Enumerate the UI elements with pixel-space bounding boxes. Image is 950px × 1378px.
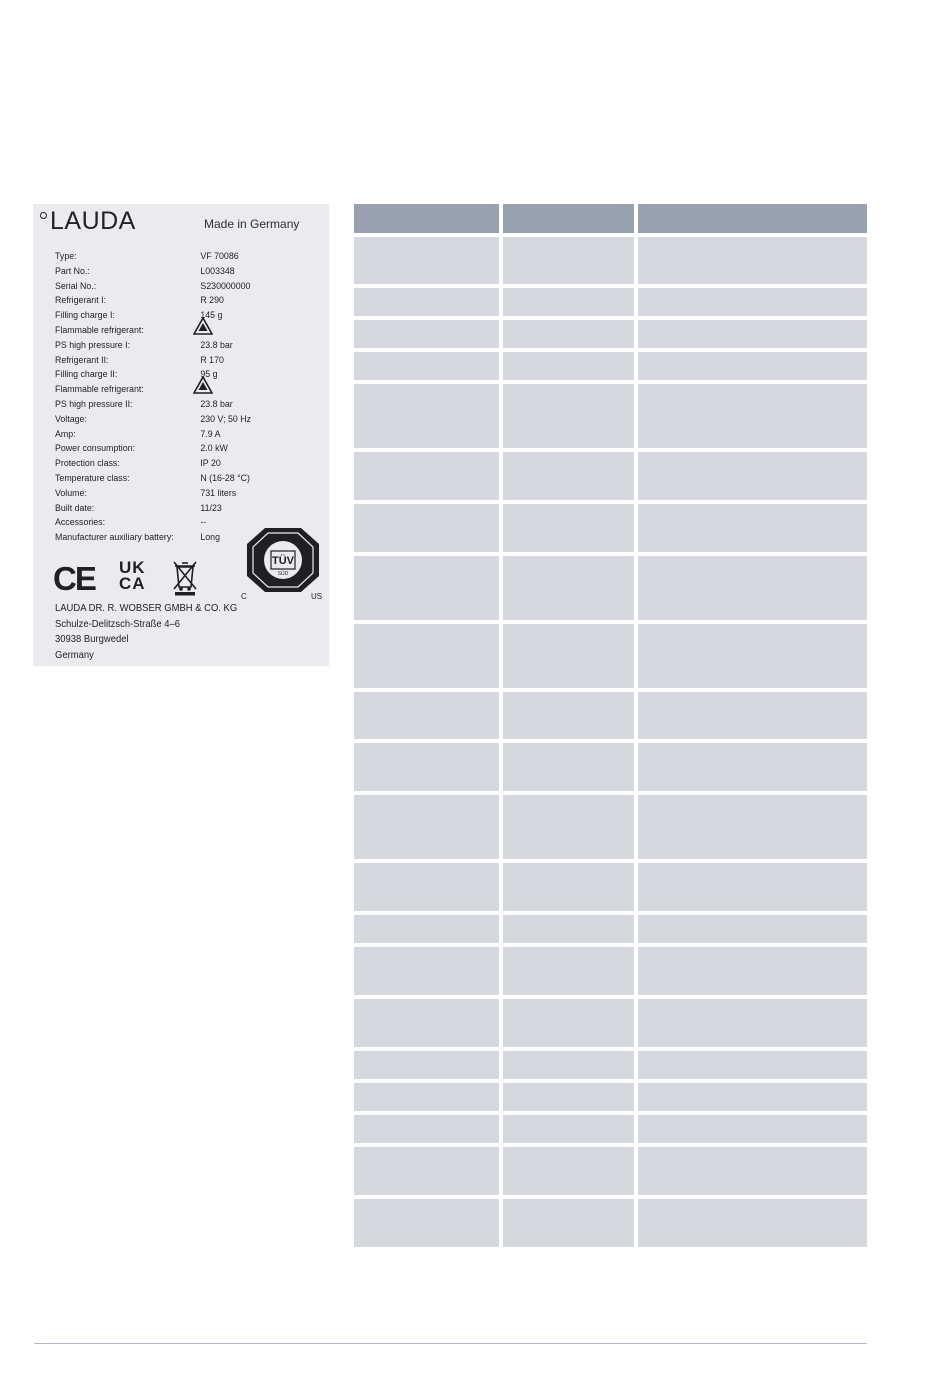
table-row (354, 624, 867, 688)
table-row (354, 795, 867, 859)
spec-row (55, 294, 303, 309)
spec-label: Protection class: (55, 458, 120, 470)
spec-value: R 290 (200, 295, 224, 307)
table-cell (638, 320, 867, 348)
table-cell (638, 915, 867, 943)
table-row (354, 999, 867, 1047)
spec-label: Part No.: (55, 265, 90, 277)
tuv-subtext: SÜD (277, 571, 289, 577)
table-cell (638, 1115, 867, 1143)
table-cell (638, 384, 867, 448)
table-cell (638, 452, 867, 500)
table-row (354, 1199, 867, 1247)
spec-label: Built date: (55, 502, 95, 514)
ukca-bottom: CA (119, 574, 146, 593)
table-cell (503, 743, 634, 791)
table-row (354, 504, 867, 552)
spec-value: 731 liters (200, 487, 237, 499)
table-row (354, 320, 867, 348)
table-cell (354, 1147, 499, 1195)
table-cell (354, 915, 499, 943)
spec-value: 95 g (200, 369, 218, 381)
flammable-warning-icon (193, 317, 213, 335)
tuv-certification-icon (239, 526, 327, 600)
spec-row (55, 250, 303, 265)
table-cell (638, 1051, 867, 1079)
spec-label: Filling charge I: (55, 310, 115, 322)
table-cell (638, 556, 867, 620)
table-cell (503, 915, 634, 943)
spec-label: Volume: (55, 487, 87, 499)
table-header-cell (638, 204, 867, 233)
table-row (354, 692, 867, 739)
spec-row (55, 487, 303, 502)
spec-label: Accessories: (55, 517, 106, 529)
table-cell (638, 237, 867, 284)
certification-marks (53, 560, 213, 596)
manufacturer-address (55, 601, 325, 663)
table-cell (354, 320, 499, 348)
table-cell (638, 947, 867, 995)
table-cell (638, 352, 867, 380)
spec-value: R 170 (200, 354, 224, 366)
spec-value: 23.8 bar (200, 339, 233, 351)
spec-label: Amp: (55, 428, 76, 440)
spec-row (55, 413, 303, 428)
table-cell (503, 452, 634, 500)
spec-list (55, 250, 325, 546)
spec-label: Temperature class: (55, 472, 130, 484)
table-cell (354, 352, 499, 380)
table-row (354, 452, 867, 500)
table-cell (354, 1115, 499, 1143)
table-cell (503, 320, 634, 348)
table-cell (354, 863, 499, 911)
table-cell (354, 1051, 499, 1079)
spec-value: S230000000 (200, 280, 251, 292)
table-cell (503, 237, 634, 284)
spec-label: Serial No.: (55, 280, 97, 292)
table-row (354, 863, 867, 911)
ukca-top: UK (119, 558, 146, 577)
table-cell (503, 1083, 634, 1111)
spec-value: 7.9 A (200, 428, 221, 440)
table-cell (354, 452, 499, 500)
spec-label: Voltage: (55, 413, 87, 425)
spec-row (55, 428, 303, 443)
spec-row (55, 324, 303, 339)
table-cell (503, 504, 634, 552)
spec-value: 230 V; 50 Hz (200, 413, 252, 425)
table-cell (354, 795, 499, 859)
spec-row (55, 368, 303, 383)
spec-label: Flammable refrigerant: (55, 384, 144, 396)
spec-row (55, 457, 303, 472)
table-cell (503, 999, 634, 1047)
footer-divider (34, 1343, 867, 1344)
address-line: LAUDA DR. R. WOBSER GMBH & CO. KG (55, 602, 238, 614)
tuv-right-mark: US (311, 592, 323, 600)
spec-label: Manufacturer auxiliary battery: (55, 532, 174, 544)
table-cell (354, 288, 499, 316)
made-in-label: Made in Germany (204, 217, 300, 231)
spec-label: Refrigerant II: (55, 354, 109, 366)
ce-mark: CE (53, 560, 95, 597)
spec-row (55, 442, 303, 457)
spec-row (55, 383, 303, 398)
table-cell (638, 1083, 867, 1111)
table-cell (354, 947, 499, 995)
spec-value: 23.8 bar (200, 398, 233, 410)
spec-label: Refrigerant I: (55, 295, 107, 307)
table-row (354, 288, 867, 316)
table-cell (354, 237, 499, 284)
table-cell (354, 384, 499, 448)
table-cell (354, 743, 499, 791)
spec-label: PS high pressure I: (55, 339, 131, 351)
table-cell (638, 504, 867, 552)
spec-value: 2.0 kW (200, 443, 228, 455)
spec-row (55, 280, 303, 295)
table-cell (638, 1147, 867, 1195)
table-row (354, 947, 867, 995)
table-cell (354, 1199, 499, 1247)
table-cell (503, 795, 634, 859)
spec-row (55, 265, 303, 280)
table-row (354, 1115, 867, 1143)
table-cell (638, 1199, 867, 1247)
spec-value: VF 70086 (200, 251, 239, 262)
ukca-mark (119, 560, 157, 592)
table-cell (503, 947, 634, 995)
table-cell (354, 692, 499, 739)
spec-label: Filling charge II: (55, 369, 118, 381)
spec-value: IP 20 (200, 458, 221, 470)
spec-value: L003348 (200, 265, 235, 277)
table-row (354, 1051, 867, 1079)
table-cell (638, 743, 867, 791)
table-header-cell (503, 204, 634, 233)
spec-value: 11/23 (200, 502, 222, 514)
spec-label: Type: (55, 251, 77, 262)
spec-row (55, 472, 303, 487)
spec-value: N (16-28 °C) (200, 472, 250, 484)
spec-value: 145 g (200, 310, 223, 322)
table-row (354, 352, 867, 380)
flammable-warning-icon (193, 376, 213, 394)
address-line: 30938 Burgwedel (55, 633, 129, 645)
table-row (354, 1083, 867, 1111)
table-cell (638, 692, 867, 739)
table-row (354, 1147, 867, 1195)
table-cell (354, 1083, 499, 1111)
table-header-cell (354, 204, 499, 233)
spec-row (55, 354, 303, 369)
address-line: Germany (55, 648, 94, 661)
table-cell (503, 624, 634, 688)
weee-bin-icon (171, 558, 199, 596)
table-cell (503, 384, 634, 448)
table-header-row (354, 204, 867, 233)
spec-table (354, 204, 867, 1251)
table-cell (503, 863, 634, 911)
table-row (354, 556, 867, 620)
tuv-text: TÜV (272, 555, 294, 567)
table-cell (503, 352, 634, 380)
logo-dot (40, 212, 47, 219)
table-cell (638, 288, 867, 316)
table-cell (638, 624, 867, 688)
table-cell (503, 1147, 634, 1195)
spec-label: Flammable refrigerant: (55, 324, 144, 336)
table-row (354, 384, 867, 448)
table-cell (638, 999, 867, 1047)
rating-plate (33, 204, 329, 666)
table-cell (638, 863, 867, 911)
table-cell (503, 1115, 634, 1143)
table-cell (354, 624, 499, 688)
spec-label: PS high pressure II: (55, 398, 133, 410)
table-cell (354, 999, 499, 1047)
spec-value: Long (200, 532, 220, 544)
table-cell (503, 1051, 634, 1079)
spec-label: Power consumption: (55, 443, 135, 455)
brand-name: LAUDA (50, 207, 136, 235)
spec-row (55, 502, 303, 517)
table-cell (354, 504, 499, 552)
tuv-left-mark: C (241, 592, 247, 600)
address-line: Schulze-Delitzsch-Straße 4–6 (55, 617, 181, 630)
table-row (354, 915, 867, 943)
spec-row (55, 309, 303, 324)
table-cell (638, 795, 867, 859)
table-cell (503, 288, 634, 316)
table-cell (503, 1199, 634, 1247)
table-cell (503, 692, 634, 739)
spec-value: -- (200, 517, 207, 529)
table-row (354, 237, 867, 284)
spec-row (55, 339, 303, 354)
table-cell (354, 556, 499, 620)
table-cell (503, 556, 634, 620)
table-row (354, 743, 867, 791)
spec-row (55, 398, 303, 413)
